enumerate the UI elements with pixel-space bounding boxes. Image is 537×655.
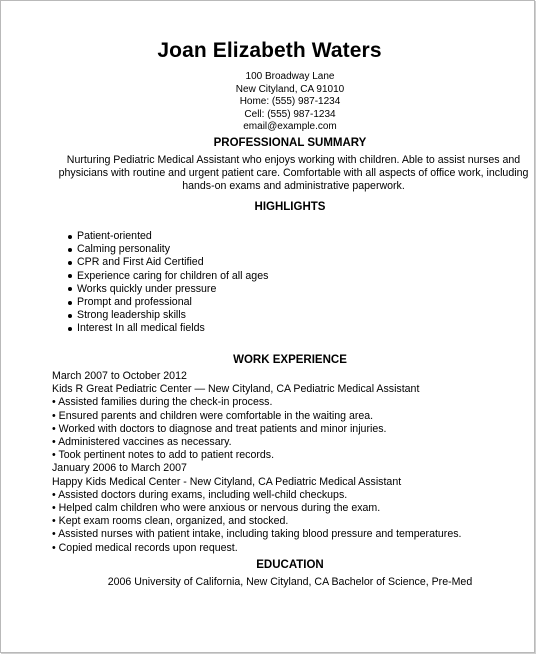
list-item: Works quickly under pressure xyxy=(67,283,268,296)
city-line: New Cityland, CA 91010 xyxy=(235,83,345,95)
list-item: Interest In all medical fields xyxy=(67,322,268,335)
list-item: CPR and First Aid Certified xyxy=(67,256,268,269)
job-duty: • Assisted doctors during exams, including well-child checkups. xyxy=(52,489,461,502)
job-employer: Kids R Great Pediatric Center — New Cityland, CA Pediatric Medical Assistant xyxy=(52,383,420,396)
candidate-name: Joan Elizabeth Waters xyxy=(157,39,382,62)
job-duty: • Helped calm children who were anxious or nervous during the exam. xyxy=(52,502,461,515)
address-line: 100 Broadway Lane xyxy=(245,71,335,82)
job-duty: • Took pertinent notes to add to patient records. xyxy=(52,449,461,462)
list-item: Strong leadership skills xyxy=(67,309,268,322)
email-address: email@example.com xyxy=(243,121,337,133)
education-entry: 2006 University of California, New Cityland, CA Bachelor of Science, Pre-Med xyxy=(107,576,473,588)
list-item: Patient-oriented xyxy=(67,230,268,243)
job-dates: January 2006 to March 2007 xyxy=(52,462,187,475)
work-experience xyxy=(52,370,461,555)
list-item: Experience caring for children of all ages xyxy=(67,270,268,283)
work-heading: WORK EXPERIENCE xyxy=(233,354,347,366)
list-item: Prompt and professional xyxy=(67,296,268,309)
job-duty: • Kept exam rooms clean, organized, and stocked. xyxy=(52,515,461,528)
highlights-heading: HIGHLIGHTS xyxy=(254,201,326,213)
job-duty: • Copied medical records upon request. xyxy=(52,542,461,555)
job-duty: • Administered vaccines as necessary. xyxy=(52,436,461,449)
cell-phone: Cell: (555) 987-1234 xyxy=(244,108,336,120)
contact-block xyxy=(1,71,537,134)
list-item: Calming personality xyxy=(67,243,268,256)
job-employer: Happy Kids Medical Center - New Cityland, CA Pediatric Medical Assistant xyxy=(52,475,402,488)
job-duty: • Assisted families during the check-in process. xyxy=(52,396,461,409)
highlights-list xyxy=(67,230,268,336)
summary-text: Nurturing Pediatric Medical Assistant who enjoys working with children. Able to assist nurses and physicians with routine and urgent patient care. Comfortable with all aspects of office work, including hands-on exams and administrative paperwork. xyxy=(58,154,529,193)
education-heading: EDUCATION xyxy=(256,559,324,571)
summary-heading: PROFESSIONAL SUMMARY xyxy=(213,137,367,149)
job-duty: • Ensured parents and children were comfortable in the waiting area. xyxy=(52,410,461,423)
job-duty: • Worked with doctors to diagnose and treat patients and minor injuries. xyxy=(52,423,461,436)
home-phone: Home: (555) 987-1234 xyxy=(239,96,341,108)
job-dates: March 2007 to October 2012 xyxy=(52,370,187,382)
job-duty: • Assisted nurses with patient intake, including taking blood pressure and temperatures. xyxy=(52,528,461,541)
